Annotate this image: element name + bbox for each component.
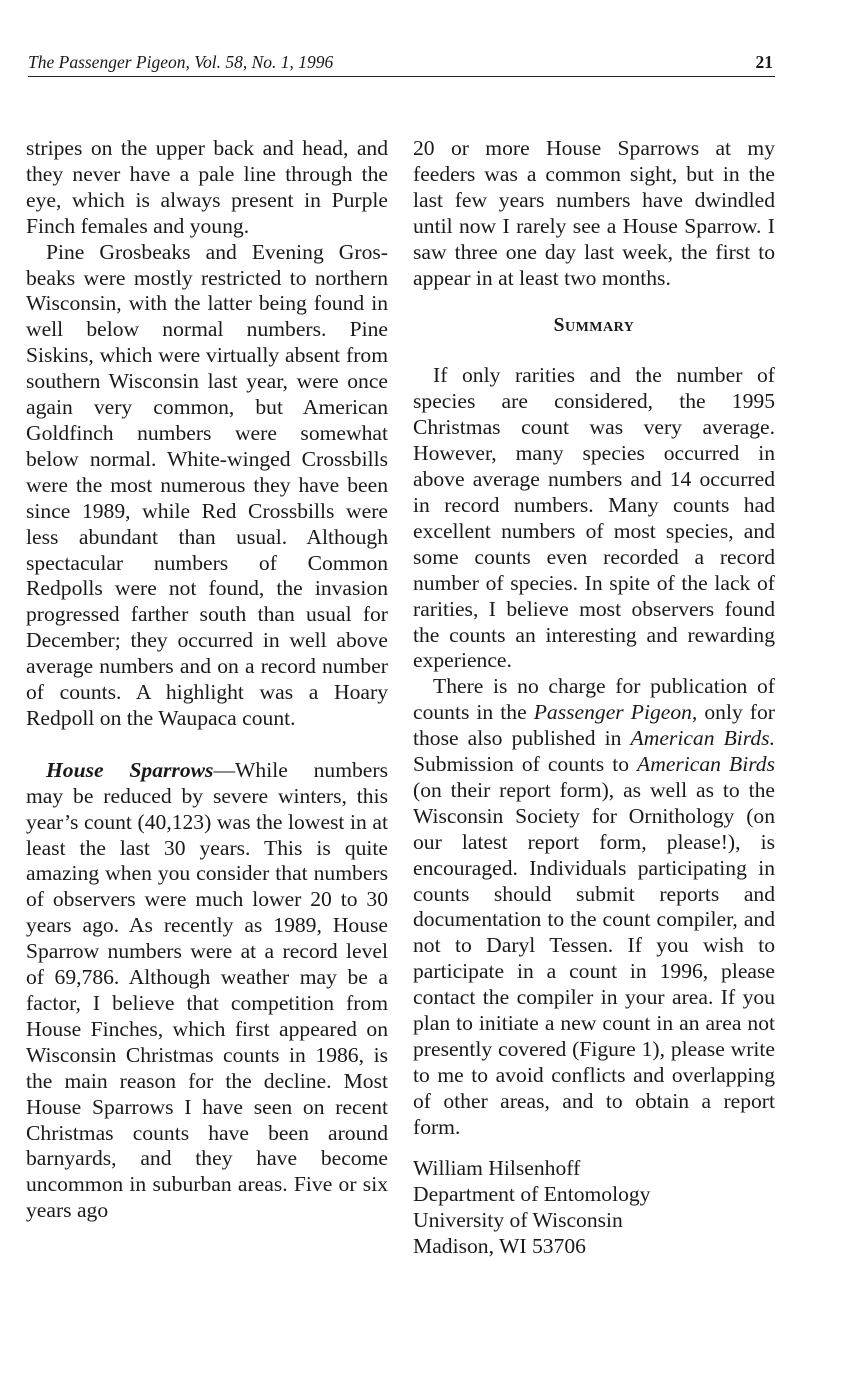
text-run: There is no charge for publication of counts in the bbox=[413, 674, 775, 725]
paragraph-publication bbox=[413, 674, 775, 1140]
paragraph-sparrow-feeders: 20 or more House Sparrows at my feeders was a common sight, but in the last few years numbers have dwindled until now I rarely see a House Sparrow. I saw three one day last week, the first to appear in at least two months. bbox=[413, 136, 775, 290]
author-department: Department of Entomology bbox=[413, 1181, 651, 1206]
paragraph-grosbeaks: Pine Grosbeaks and Evening Grosbeaks were mostly restricted to northern Wisconsin, with the latter being found in well below normal numbers. Pine Siskins, which were virtually absent from southern Wisconsin last year, were once again very common, but American Goldfinch numbers were somewhat below normal. White-winged Crossbills were the most numerous they have been since 1989, while Red Crossbills were less abundant than usual. Although spectacular numbers of Common Redpolls were not found, the invasion progressed farther south than usual for December; they occurred in well above average numbers and on a record number of counts. A highlight was a Hoary Redpoll on the Waupaca count. bbox=[26, 239, 388, 730]
author-name: William Hilsenhoff bbox=[413, 1155, 581, 1180]
journal-name-italic: Passenger Pigeon, bbox=[533, 700, 698, 725]
american-birds-italic: American Birds. bbox=[630, 726, 775, 751]
american-birds-italic: American Birds bbox=[637, 752, 775, 777]
paragraph-house-sparrows bbox=[26, 758, 388, 1224]
text-run: (on their report form), as well as to the Wisconsin Society for Ornithology (on our latest report form, please!), is encouraged. Individuals participating in counts should submit reports and documentation to the count compiler, and not to Daryl Tessen. If you wish to participate in a count in 1996, please contact the compiler in your area. If you plan to initiate a new count in an area not presently covered (Figure 1), please write to me to avoid conflicts and overlapping of other areas, and to obtain a report form. bbox=[413, 777, 775, 1139]
journal-title: The Passenger Pigeon, Vol. 58, No. 1, 1996 bbox=[28, 52, 334, 72]
running-header bbox=[28, 50, 775, 77]
house-sparrows-body: —While numbers may be reduced by severe winters, this year’s count (40,123) was the lowest in at least the last 30 years. This is quite amazing when you consider that numbers of observers were much lower 20 to 30 years ago. As recently as 1989, House Sparrow numbers were at a record level of 69,786. Although weather may be a factor, I believe that competition from House Finches, which first appeared on Wisconsin Christmas counts in 1986, is the main reason for the decline. Most House Sparrows I have seen on recent Christmas counts have been around barnyards, and they have become uncommon in suburban areas. Five or six years ago bbox=[26, 757, 388, 1223]
summary-heading: Summary bbox=[553, 315, 635, 337]
paragraph-finch-stripes: stripes on the upper back and head, and they never have a pale line through the eye, which is always present in Purple Finch females and young. bbox=[26, 136, 388, 238]
author-address: Madison, WI 53706 bbox=[413, 1233, 586, 1258]
page-number: 21 bbox=[755, 52, 773, 72]
paragraph-gap bbox=[26, 732, 388, 758]
text-run: only for those also published in bbox=[413, 700, 775, 751]
run-in-heading: House Sparrows bbox=[46, 757, 214, 782]
author-university: University of Wisconsin bbox=[413, 1207, 623, 1232]
author-signature bbox=[413, 1155, 775, 1259]
paragraph-summary: If only rarities and the number of species are considered, the 1995 Christmas count was very average. However, many species occurred in above average numbers and 14 occurred in record numbers. Many counts had excellent numbers of most species, and some counts even recorded a record number of species. In spite of the lack of rarities, I believe most observers found the counts an interesting and rewarding experience. bbox=[413, 363, 775, 673]
text-run: Submission of counts to bbox=[413, 752, 638, 777]
right-column bbox=[413, 136, 775, 1259]
left-column bbox=[26, 136, 388, 1224]
